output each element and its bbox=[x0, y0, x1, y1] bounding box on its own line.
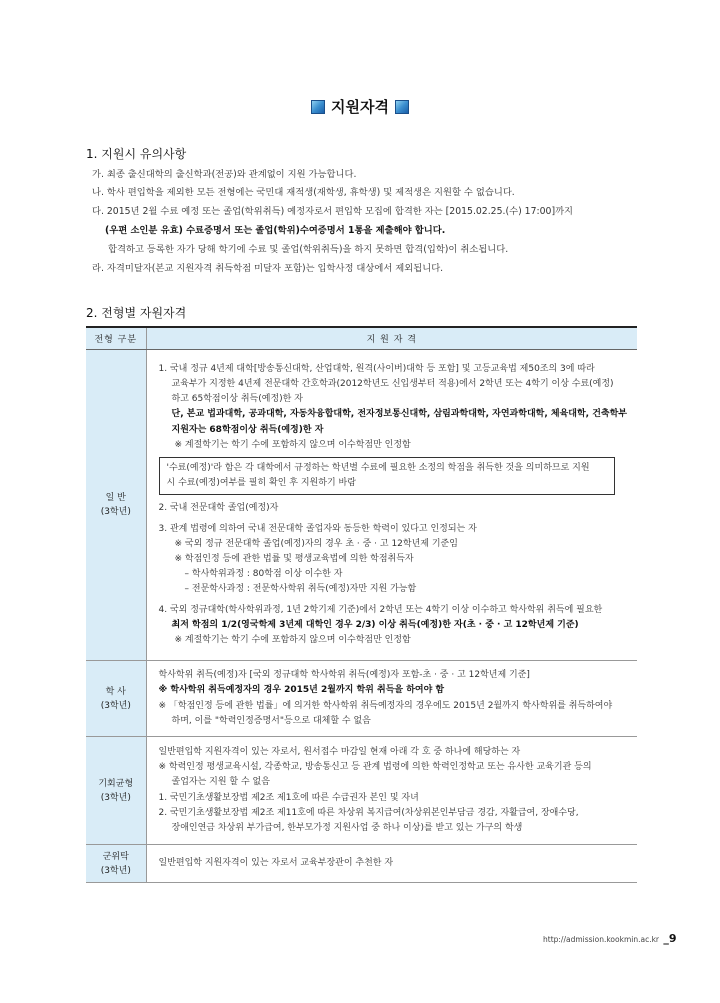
req-line: 장애인연금 차상위 부가급여, 한부모가정 지원사업 중 하나 이상)를 받고 있는 가구의 학생 bbox=[171, 822, 523, 833]
note-item: 나. 학사 편입학을 제외한 모든 전형에는 국민대 재적생(재학생, 휴학생) 및 제적생은 지원할 수 없습니다. bbox=[92, 187, 515, 198]
req-line: 하고 65학점이상 취득(예정)한 자 bbox=[171, 394, 303, 405]
req-line: 2. 국내 전문대학 졸업(예정)자 bbox=[158, 503, 279, 514]
category-bachelor: 학 사 (3학년) bbox=[86, 661, 146, 737]
table-row-general bbox=[86, 350, 637, 661]
req-line: 일반편입학 지원자격이 있는 자로서, 원서접수 마감일 현재 아래 각 호 중 하나에 해당하는 자 bbox=[158, 746, 521, 757]
eligibility-table bbox=[86, 326, 637, 883]
page-title-text: 지원자격 bbox=[331, 98, 389, 116]
category-military: 군위탁 (3학년) bbox=[86, 845, 146, 883]
notice-line: '수료(예정)'라 함은 각 대학에서 규정하는 학년별 수료에 필요한 소정의 학점을 취득한 것을 의미하므로 지원 bbox=[166, 462, 590, 473]
req-line: ※ 학력인정 평생교육시설, 각종학교, 방송통신고 등 관계 법령에 의한 학력인정학교 또는 유사한 교육기관 등의 bbox=[158, 762, 592, 773]
notice-box bbox=[159, 457, 615, 495]
req-line: ※ 학사학위 취득예정자의 경우 2015년 2월까지 학위 취득을 하여야 함 bbox=[158, 685, 445, 696]
note-item: (우편 소인분 유효) 수료증명서 또는 졸업(학위)수여증명서 1통을 제출해야 합니다. bbox=[105, 225, 446, 236]
req-line: ※ 학점인정 등에 관한 법률 및 평생교육법에 의한 학점취득자 bbox=[174, 554, 414, 564]
page-number: _9 bbox=[663, 932, 677, 945]
header-requirements: 지 원 자 격 bbox=[146, 327, 637, 350]
bullet-square-icon bbox=[395, 100, 409, 114]
section1-heading: 1. 지원시 유의사항 bbox=[86, 147, 187, 161]
req-line: 1. 국민기초생활보장법 제2조 제1호에 따른 수급권자 본인 및 자녀 bbox=[158, 792, 419, 803]
req-line: 최저 학점의 1/2(영국학제 3년제 대학인 경우 2/3) 이상 취득(예정)한 자(초 · 중 · 고 12학년제 기준) bbox=[171, 619, 579, 630]
requirements-general bbox=[146, 350, 637, 661]
table-row-military bbox=[86, 845, 637, 883]
page-title-wrap bbox=[0, 96, 720, 118]
requirements-military bbox=[146, 845, 637, 883]
req-line: 학사학위 취득(예정)자 [국외 정규대학 학사학위 취득(예정)자 포함-초 · 중 · 고 12학년제 기준] bbox=[158, 670, 530, 681]
req-line: 단, 본교 법과대학, 공과대학, 자동차융합대학, 전자정보통신대학, 삼림과학대학, 자연과학대학, 체육대학, 건축학부 bbox=[171, 409, 627, 420]
bullet-square-icon bbox=[311, 100, 325, 114]
requirements-bachelor bbox=[146, 661, 637, 737]
table-row-bachelor bbox=[86, 661, 637, 737]
footer-url: http://admission.kookmin.ac.kr bbox=[543, 935, 660, 944]
table-header-row bbox=[86, 327, 637, 350]
header-category: 전형 구분 bbox=[86, 327, 146, 350]
req-line: 4. 국외 정규대학(학사학위과정, 1년 2학기제 기준)에서 2학년 또는 4학기 이상 이수하고 학사학위 취득에 필요한 bbox=[158, 604, 603, 615]
requirements-equal bbox=[146, 737, 637, 845]
req-line: – 학사학위과정 : 80학점 이상 이수한 자 bbox=[184, 569, 343, 580]
req-line: 1. 국내 정규 4년제 대학[방송통신대학, 산업대학, 원격(사이버)대학 등 포함] 및 고등교육법 제50조의 3에 따라 bbox=[158, 363, 595, 374]
req-line: 졸업자는 지원 할 수 없음 bbox=[171, 777, 270, 788]
req-line: ※ 계절학기는 학기 수에 포함하지 않으며 이수학점만 인정함 bbox=[174, 635, 411, 646]
req-line: 3. 관계 법령에 의하여 국내 전문대학 졸업자와 동등한 학력이 있다고 인정되는 자 bbox=[158, 523, 477, 534]
section2-heading: 2. 전형별 자원자격 bbox=[86, 306, 187, 320]
req-line: 일반편입학 지원자격이 있는 자로서 교육부장관이 추천한 자 bbox=[158, 857, 394, 868]
req-line: ※ 계절학기는 학기 수에 포함하지 않으며 이수학점만 인정함 bbox=[174, 439, 411, 450]
note-item: 라. 자격미달자(본교 지원자격 취득학점 미달자 포함)는 입학사정 대상에서 제외됩니다. bbox=[92, 263, 444, 274]
note-item: 합격하고 등록한 자가 당해 학기에 수료 및 졸업(학위취득)을 하지 못하면 합격(입학)이 취소됩니다. bbox=[108, 244, 509, 255]
req-line: 지원자는 68학점이상 취득(예정)한 자 bbox=[171, 424, 324, 435]
req-line: ※ 국외 정규 전문대학 졸업(예정)자의 경우 초 · 중 · 고 12학년제 기준임 bbox=[174, 538, 458, 549]
page-title bbox=[311, 96, 409, 117]
req-line: 2. 국민기초생활보장법 제2조 제11호에 따른 차상위 복지급여(차상위본인부담금 경감, 자활급여, 장애수당, bbox=[158, 807, 579, 818]
footer bbox=[543, 932, 677, 945]
table-row-equal bbox=[86, 737, 637, 845]
notice-line: 시 수료(예정)여부를 필히 확인 후 지원하기 바람 bbox=[166, 478, 356, 489]
category-equal: 기회균형 (3학년) bbox=[86, 737, 146, 845]
note-item: 다. 2015년 2월 수료 예정 또는 졸업(학위취득) 예정자로서 편입학 모집에 합격한 자는 [2015.02.25.(수) 17:00]까지 bbox=[92, 206, 574, 217]
req-line: 하며, 이를 "학력인정증명서"등으로 대체할 수 없음 bbox=[171, 715, 371, 726]
req-line: – 전문학사과정 : 전문학사학위 취득(예정)자만 지원 가능함 bbox=[184, 584, 417, 595]
req-line: ※ 「학점인정 등에 관한 법률」에 의거한 학사학위 취득예정자의 경우에도 2015년 2월까지 학사학위를 취득하여야 bbox=[158, 700, 613, 711]
req-line: 교육부가 지정한 4년제 전문대학 간호학과(2012학년도 신입생부터 적용)에서 2학년 또는 4학기 이상 수료(예정) bbox=[171, 378, 614, 389]
note-item: 가. 최종 출신대학의 출신학과(전공)와 관계없이 지원 가능합니다. bbox=[92, 169, 357, 180]
category-general: 일 반 (3학년) bbox=[86, 350, 146, 661]
